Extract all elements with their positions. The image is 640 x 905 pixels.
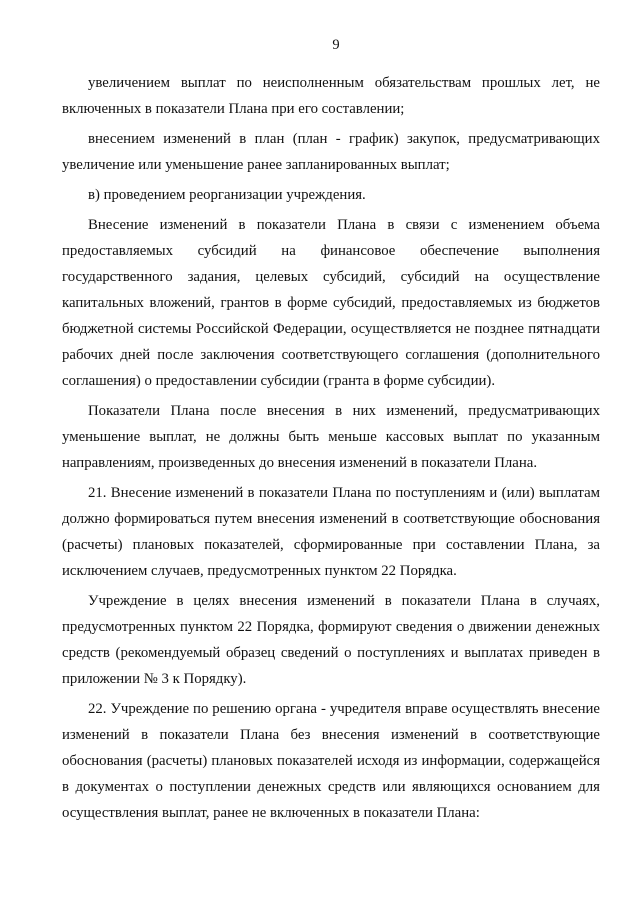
paragraph-6: 21. Внесение изменений в показатели Плана по поступлениям и (или) выплатам должно формироваться путем внесения изменений в соответствующие обоснования (расчеты) плановых показателей, сформированные при составлении Плана, за исключением случаев, предусмотренных пунктом 22 Порядка. [62, 485, 600, 579]
page-number: 9 [332, 37, 340, 53]
paragraph-4: Внесение изменений в показатели Плана в связи с изменением объема предоставляемых субсидий на финансовое обеспечение выполнения государственного задания, целевых субсидий, субсидий на осуществление капитальных вложений, грантов в форме субсидий, предоставляемых из бюджетов бюджетной системы Российской Федерации, осуществляется не позднее пятнадцати рабочих дней после заключения соответствующего соглашения (дополнительного соглашения) о предоставлении субсидии (гранта в форме субсидии). [62, 217, 600, 389]
paragraph-1: увеличением выплат по неисполненным обязательствам прошлых лет, не включенных в показатели Плана при его составлении; [62, 75, 600, 117]
paragraph-2: внесением изменений в план (план - график) закупок, предусматривающих увеличение или уменьшение ранее запланированных выплат; [62, 131, 600, 173]
paragraph-5: Показатели Плана после внесения в них изменений, предусматривающих уменьшение выплат, не должны быть меньше кассовых выплат по указанным направлениям, произведенных до внесения изменений в показатели Плана. [62, 403, 600, 471]
paragraph-7: Учреждение в целях внесения изменений в показатели Плана в случаях, предусмотренных пунктом 22 Порядка, формируют сведения о движении денежных средств (рекомендуемый образец сведений о поступлениях и выплатах приведен в приложении № 3 к Порядку). [62, 593, 600, 687]
paragraph-8: 22. Учреждение по решению органа - учредителя вправе осуществлять внесение изменений в показатели Плана без внесения изменений в соответствующие обоснования (расчеты) плановых показателей исходя из информации, содержащейся в документах о поступлении денежных средств или являющихся основанием для осуществления выплат, ранее не включенных в показатели Плана: [62, 701, 600, 821]
paragraph-3: в) проведением реорганизации учреждения. [88, 187, 366, 203]
